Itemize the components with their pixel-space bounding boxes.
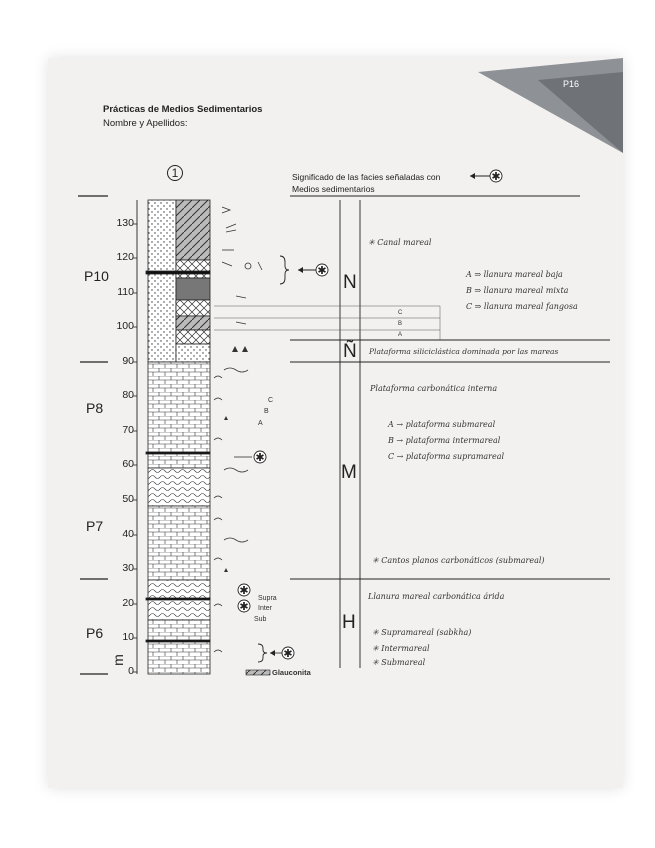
scale-unit: m (109, 654, 126, 666)
legend-c-label: C (268, 397, 274, 404)
page-number: P16 (563, 79, 580, 89)
scale-tick: 70 (122, 424, 134, 436)
note-llanura-fangosa: C ⇒ llanura mareal fangosa (466, 302, 578, 311)
scale-tick: 0 (128, 665, 134, 677)
note-supramareal: ✳ Supramareal (sabkha) (372, 628, 472, 637)
legend-c-label: C (398, 310, 403, 316)
note-cantos-planos: ✳ Cantos planos carbonáticos (submareal) (372, 556, 545, 565)
note-intermareal: ✳ Intermareal (372, 644, 430, 653)
environment-letter: N (343, 272, 357, 293)
svg-text:✱: ✱ (491, 170, 501, 183)
note-llanura-baja: A ⇒ llanura mareal baja (466, 270, 563, 279)
scale-tick: 30 (122, 562, 134, 574)
scale-tick: 110 (117, 286, 134, 298)
environment-letter: M (341, 462, 357, 483)
phase-label: P6 (86, 625, 104, 641)
supra-label: Supra (258, 595, 277, 602)
svg-text:✱: ✱ (239, 600, 249, 613)
svg-text:✱: ✱ (239, 584, 249, 597)
scale-tick: 20 (122, 597, 134, 609)
phase-label: P8 (86, 400, 104, 416)
note-plataforma-carbonatica: Plataforma carbonática interna (370, 384, 498, 393)
legend-a-label: A (258, 420, 263, 427)
phase-label: P7 (86, 518, 104, 534)
scale-tick: 60 (122, 458, 134, 470)
legend-a-label: A (398, 332, 403, 338)
note-plataforma-intermareal: B → plataforma intermareal (388, 436, 501, 445)
phase-label: P10 (84, 268, 109, 284)
note-plataforma-supramareal: C → plataforma supramareal (388, 452, 505, 461)
note-submareal: ✳ Submareal (372, 658, 426, 667)
svg-text:✱: ✱ (317, 264, 327, 277)
scale-tick: 10 (122, 631, 134, 643)
note-plataforma-siliciclastica: Plataforma siliciclástica dominada por las mareas (369, 347, 559, 356)
note-llanura-mixta: B ⇒ llanura mareal mixta (466, 286, 569, 295)
environments-heading: Medios sedimentarios (292, 184, 375, 194)
column-number: 1 (167, 165, 183, 181)
scale-tick: 40 (122, 528, 134, 540)
legend-b-label: B (264, 408, 269, 415)
scale-tick: 90 (122, 355, 134, 367)
scale-tick: 50 (122, 493, 134, 505)
sub-label: Sub (254, 616, 267, 623)
glauconita-label: Glauconita (272, 668, 311, 677)
scale-tick: 80 (122, 389, 134, 401)
note-llanura-arida: Llanura mareal carbonática árida (368, 592, 505, 601)
environment-letter: H (342, 612, 356, 633)
page-title: Prácticas de Medios Sedimentarios (103, 104, 263, 115)
environment-letter: Ñ (343, 341, 357, 362)
note-plataforma-submareal: A → plataforma submareal (388, 420, 496, 429)
note-canal-mareal: ✳ Canal mareal (368, 238, 432, 247)
scale-tick: 130 (116, 217, 134, 229)
name-label: Nombre y Apellidos: (103, 118, 188, 129)
svg-text:✱: ✱ (255, 451, 265, 464)
scale-tick: 100 (116, 320, 134, 332)
scale-tick: 120 (116, 251, 134, 263)
facies-heading: Significado de las facies señaladas con (292, 172, 441, 182)
inter-label: Inter (258, 605, 273, 612)
legend-b-label: B (398, 321, 403, 327)
svg-text:✱: ✱ (283, 647, 293, 660)
